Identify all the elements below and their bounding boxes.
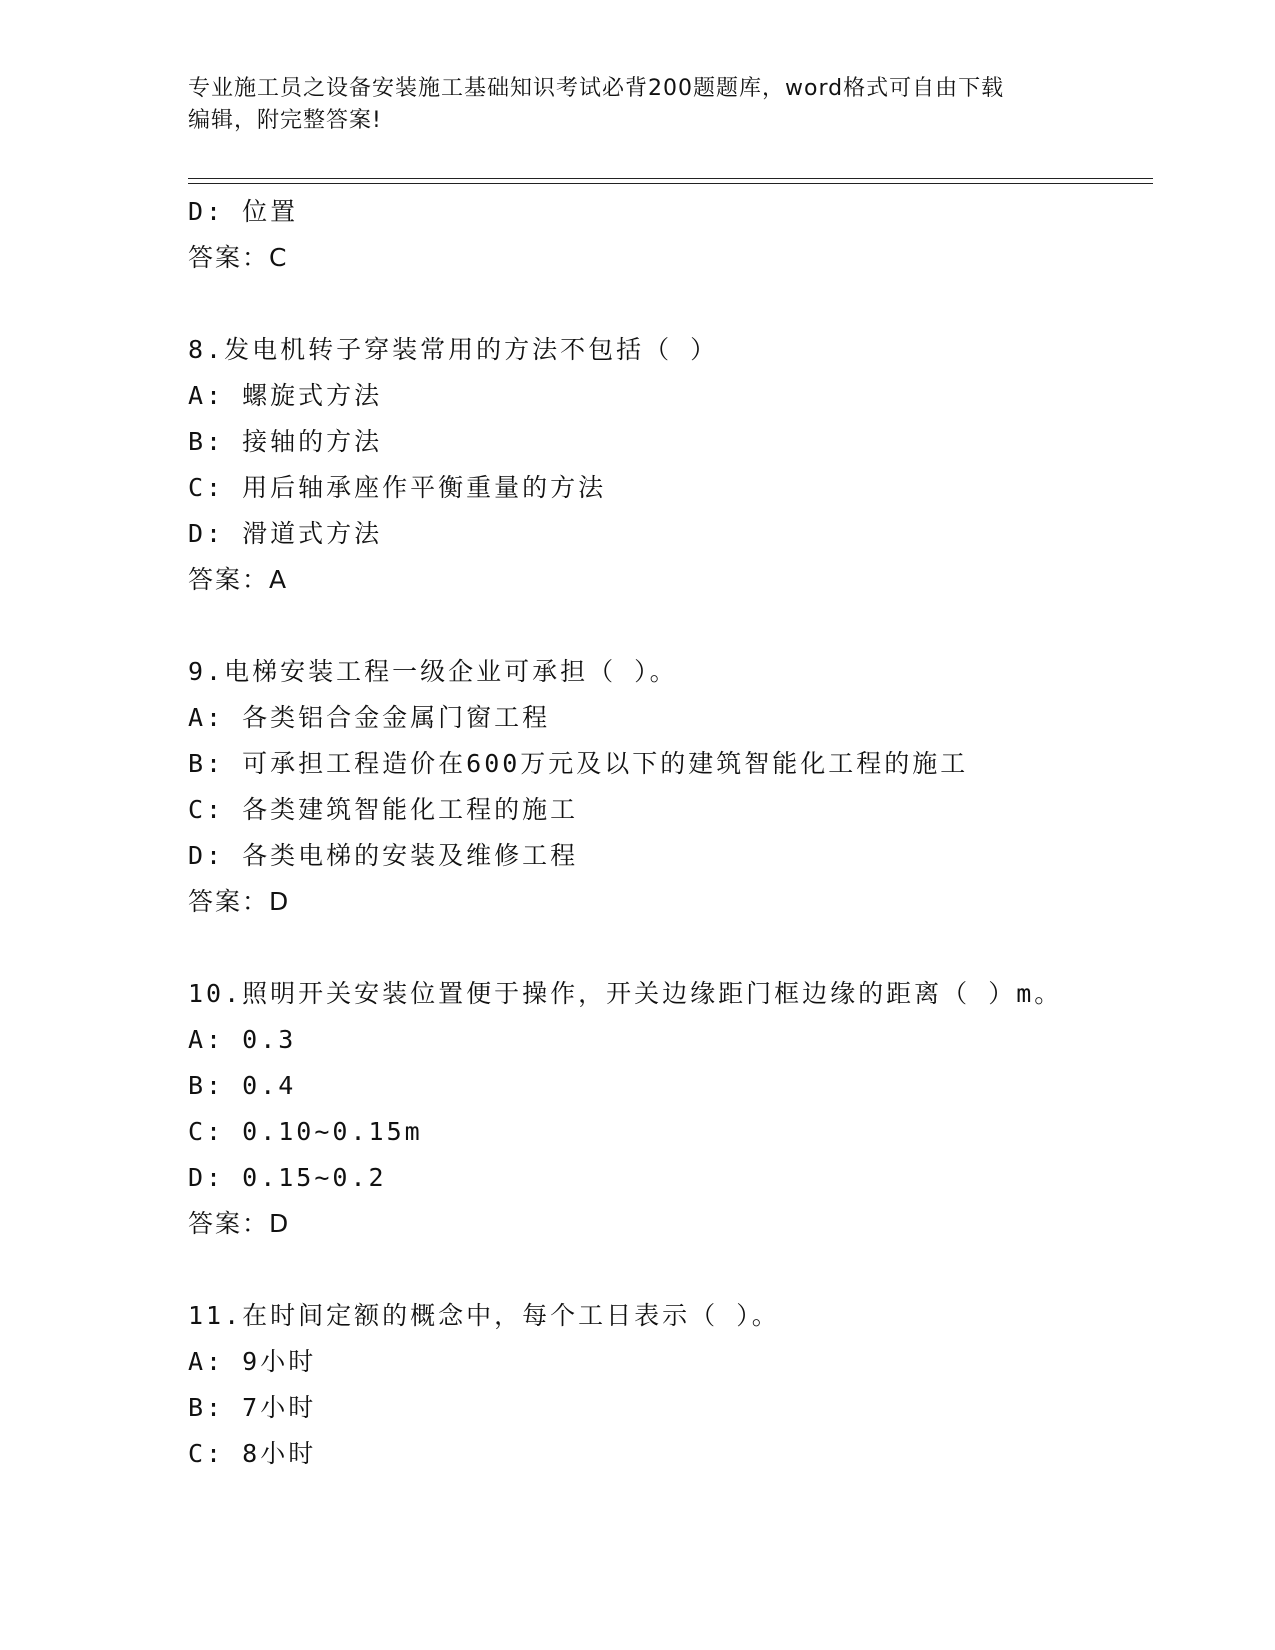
option-a: A: 各类铝合金金属门窗工程 bbox=[188, 703, 551, 732]
spacer bbox=[188, 603, 1148, 649]
spacer bbox=[188, 281, 1148, 327]
prev-option-d: D: 位置 bbox=[188, 197, 299, 226]
header-divider-bottom bbox=[188, 183, 1153, 184]
option-c: C: 0.10~0.15m bbox=[188, 1117, 423, 1146]
option-b: B: 接轴的方法 bbox=[188, 427, 383, 456]
header-title-line-1: 专业施工员之设备安装施工基础知识考试必背200题题库，word格式可自由下载 bbox=[188, 76, 1005, 101]
spacer bbox=[188, 1247, 1148, 1293]
option-a: A: 9小时 bbox=[188, 1347, 317, 1376]
option-b: B: 可承担工程造价在600万元及以下的建筑智能化工程的施工 bbox=[188, 749, 969, 778]
answer: 答案：D bbox=[188, 887, 291, 916]
option-c: C: 各类建筑智能化工程的施工 bbox=[188, 795, 579, 824]
option-c: C: 8小时 bbox=[188, 1439, 317, 1468]
option-b: B: 0.4 bbox=[188, 1071, 297, 1100]
option-d: D: 各类电梯的安装及维修工程 bbox=[188, 841, 579, 870]
option-a: A: 螺旋式方法 bbox=[188, 381, 383, 410]
question-stem: 9.电梯安装工程一级企业可承担（ ）。 bbox=[188, 657, 678, 686]
prev-answer: 答案：C bbox=[188, 243, 289, 272]
question-stem: 10.照明开关安装位置便于操作，开关边缘距门框边缘的距离（ ）m。 bbox=[188, 979, 1063, 1008]
header-divider-top bbox=[188, 178, 1153, 179]
answer: 答案：A bbox=[188, 565, 289, 594]
question-stem: 8.发电机转子穿装常用的方法不包括（ ） bbox=[188, 335, 719, 364]
option-d: D: 滑道式方法 bbox=[188, 519, 383, 548]
option-b: B: 7小时 bbox=[188, 1393, 317, 1422]
answer: 答案：D bbox=[188, 1209, 291, 1238]
question-stem: 11.在时间定额的概念中，每个工日表示（ ）。 bbox=[188, 1301, 780, 1330]
option-a: A: 0.3 bbox=[188, 1025, 297, 1054]
spacer bbox=[188, 925, 1148, 971]
document-header bbox=[188, 73, 1068, 137]
header-title-line-2: 编辑，附完整答案! bbox=[188, 108, 382, 133]
option-c: C: 用后轴承座作平衡重量的方法 bbox=[188, 473, 607, 502]
question-list bbox=[188, 189, 1148, 1477]
option-d: D: 0.15~0.2 bbox=[188, 1163, 387, 1192]
